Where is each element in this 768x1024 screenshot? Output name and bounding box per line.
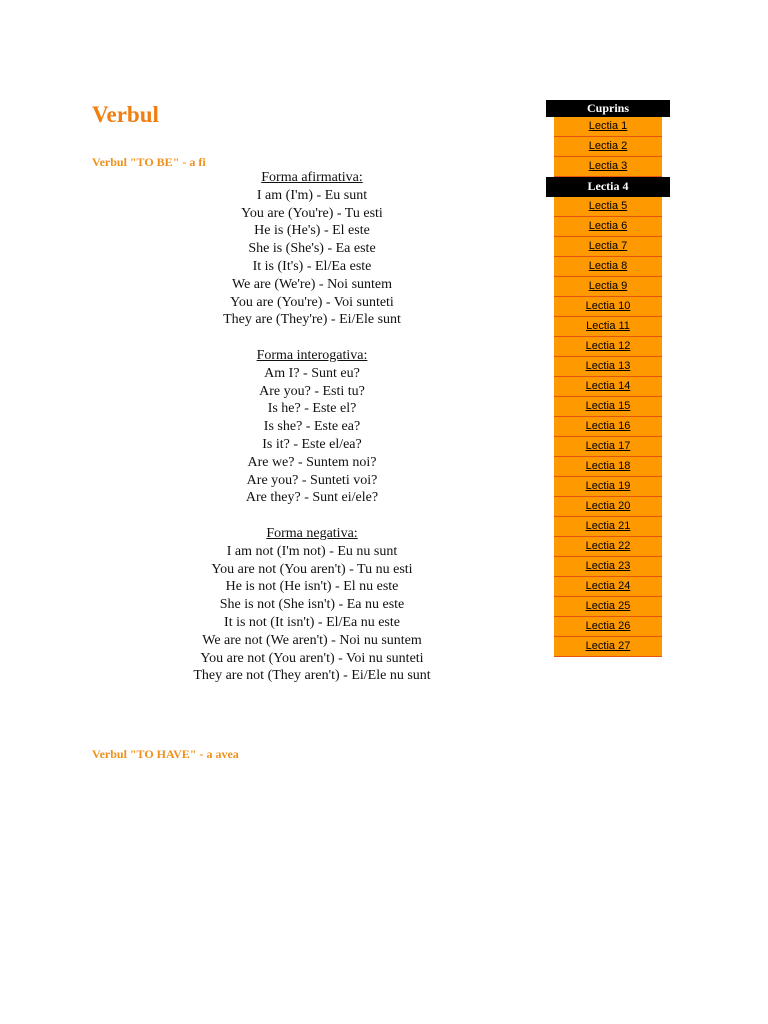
interrogative-line: Are you? - Esti tu? bbox=[259, 383, 365, 399]
toc-link-lectia-21[interactable]: Lectia 21 bbox=[585, 520, 631, 532]
toc-item bbox=[554, 337, 662, 357]
toc-item bbox=[554, 617, 662, 637]
toc-link-lectia-16[interactable]: Lectia 16 bbox=[585, 420, 631, 432]
toc-link-lectia-13[interactable]: Lectia 13 bbox=[585, 360, 631, 372]
interrogative-line: Is it? - Este el/ea? bbox=[262, 436, 362, 452]
toc-link-lectia-2[interactable]: Lectia 2 bbox=[588, 140, 628, 152]
toc-link-lectia-11[interactable]: Lectia 11 bbox=[586, 320, 630, 332]
toc-link-lectia-19[interactable]: Lectia 19 bbox=[585, 480, 631, 492]
section-spacer bbox=[92, 507, 532, 525]
toc-link-lectia-26[interactable]: Lectia 26 bbox=[585, 620, 631, 632]
toc-item bbox=[554, 277, 662, 297]
interrogative-form-title: Forma interogativa: bbox=[256, 347, 368, 363]
interrogative-line: Are they? - Sunt ei/ele? bbox=[245, 490, 379, 506]
affirmative-line: You are (You're) - Voi sunteti bbox=[230, 294, 394, 310]
toc-item bbox=[554, 157, 662, 177]
negative-form-title: Forma negativa: bbox=[266, 525, 358, 541]
toc-link-lectia-1[interactable]: Lectia 1 bbox=[588, 120, 628, 132]
to-be-conjugation bbox=[92, 169, 532, 685]
page-title: Verbul bbox=[92, 102, 159, 127]
table-of-contents bbox=[546, 100, 670, 657]
toc-item bbox=[554, 457, 662, 477]
section-spacer bbox=[92, 329, 532, 347]
toc-item bbox=[554, 537, 662, 557]
negative-line: They are not (They aren't) - Ei/Ele nu sunt bbox=[193, 668, 431, 684]
toc-link-lectia-18[interactable]: Lectia 18 bbox=[585, 460, 631, 472]
toc-link-lectia-25[interactable]: Lectia 25 bbox=[585, 600, 631, 612]
interrogative-line: Are you? - Sunteti voi? bbox=[246, 472, 378, 488]
toc-link-lectia-7[interactable]: Lectia 7 bbox=[588, 240, 628, 252]
toc-link-lectia-8[interactable]: Lectia 8 bbox=[588, 260, 628, 272]
toc-item bbox=[554, 437, 662, 457]
toc-header: Cuprins bbox=[546, 100, 670, 117]
toc-link-lectia-5[interactable]: Lectia 5 bbox=[588, 200, 628, 212]
toc-link-lectia-20[interactable]: Lectia 20 bbox=[585, 500, 631, 512]
toc-item bbox=[554, 197, 662, 217]
toc-item bbox=[554, 477, 662, 497]
toc-item bbox=[554, 577, 662, 597]
toc-item bbox=[554, 317, 662, 337]
negative-line: It is not (It isn't) - El/Ea nu este bbox=[224, 614, 400, 630]
interrogative-line: Am I? - Sunt eu? bbox=[264, 365, 360, 381]
affirmative-line: We are (We're) - Noi suntem bbox=[231, 276, 393, 292]
toc-link-lectia-3[interactable]: Lectia 3 bbox=[588, 160, 628, 172]
interrogative-line: Is he? - Este el? bbox=[267, 401, 357, 417]
toc-item bbox=[554, 237, 662, 257]
toc-item bbox=[554, 257, 662, 277]
negative-line: He is not (He isn't) - El nu este bbox=[225, 579, 399, 595]
negative-line: She is not (She isn't) - Ea nu este bbox=[219, 597, 405, 613]
toc-item bbox=[554, 357, 662, 377]
toc-item bbox=[554, 557, 662, 577]
toc-item bbox=[554, 117, 662, 137]
to-have-heading: Verbul "TO HAVE" - a avea bbox=[92, 747, 239, 761]
toc-item bbox=[554, 377, 662, 397]
toc-item-current: Lectia 4 bbox=[546, 177, 670, 197]
toc-item bbox=[554, 397, 662, 417]
toc-item bbox=[554, 497, 662, 517]
toc-link-lectia-24[interactable]: Lectia 24 bbox=[585, 580, 631, 592]
negative-line: You are not (You aren't) - Voi nu sunteti bbox=[200, 650, 424, 666]
affirmative-line: He is (He's) - El este bbox=[254, 223, 370, 239]
toc-link-lectia-6[interactable]: Lectia 6 bbox=[588, 220, 628, 232]
toc-link-lectia-27[interactable]: Lectia 27 bbox=[585, 640, 631, 652]
toc-item bbox=[554, 217, 662, 237]
negative-line: You are not (You aren't) - Tu nu esti bbox=[211, 561, 413, 577]
toc-item bbox=[554, 597, 662, 617]
affirmative-line: They are (They're) - Ei/Ele sunt bbox=[223, 312, 401, 328]
toc-link-lectia-9[interactable]: Lectia 9 bbox=[588, 280, 628, 292]
toc-item bbox=[554, 417, 662, 437]
toc-link-lectia-23[interactable]: Lectia 23 bbox=[585, 560, 631, 572]
toc-item bbox=[554, 137, 662, 157]
interrogative-line: Are we? - Suntem noi? bbox=[247, 454, 377, 470]
toc-link-lectia-15[interactable]: Lectia 15 bbox=[585, 400, 631, 412]
affirmative-line: I am (I'm) - Eu sunt bbox=[256, 187, 368, 203]
negative-line: We are not (We aren't) - Noi nu suntem bbox=[202, 632, 422, 648]
toc-link-lectia-10[interactable]: Lectia 10 bbox=[585, 300, 631, 312]
affirmative-line: She is (She's) - Ea este bbox=[248, 241, 376, 257]
toc-link-lectia-17[interactable]: Lectia 17 bbox=[585, 440, 631, 452]
affirmative-line: You are (You're) - Tu esti bbox=[241, 205, 383, 221]
affirmative-form-title: Forma afirmativa: bbox=[261, 170, 363, 185]
toc-item bbox=[554, 517, 662, 537]
toc-link-lectia-14[interactable]: Lectia 14 bbox=[585, 380, 631, 392]
to-be-heading: Verbul "TO BE" - a fi bbox=[92, 155, 206, 169]
affirmative-line: It is (It's) - El/Ea este bbox=[252, 258, 372, 274]
negative-line: I am not (I'm not) - Eu nu sunt bbox=[226, 543, 398, 559]
toc-link-lectia-22[interactable]: Lectia 22 bbox=[585, 540, 631, 552]
toc-list bbox=[554, 117, 662, 657]
toc-link-lectia-12[interactable]: Lectia 12 bbox=[585, 340, 631, 352]
interrogative-line: Is she? - Este ea? bbox=[263, 419, 361, 435]
toc-item bbox=[554, 297, 662, 317]
toc-item bbox=[554, 637, 662, 657]
